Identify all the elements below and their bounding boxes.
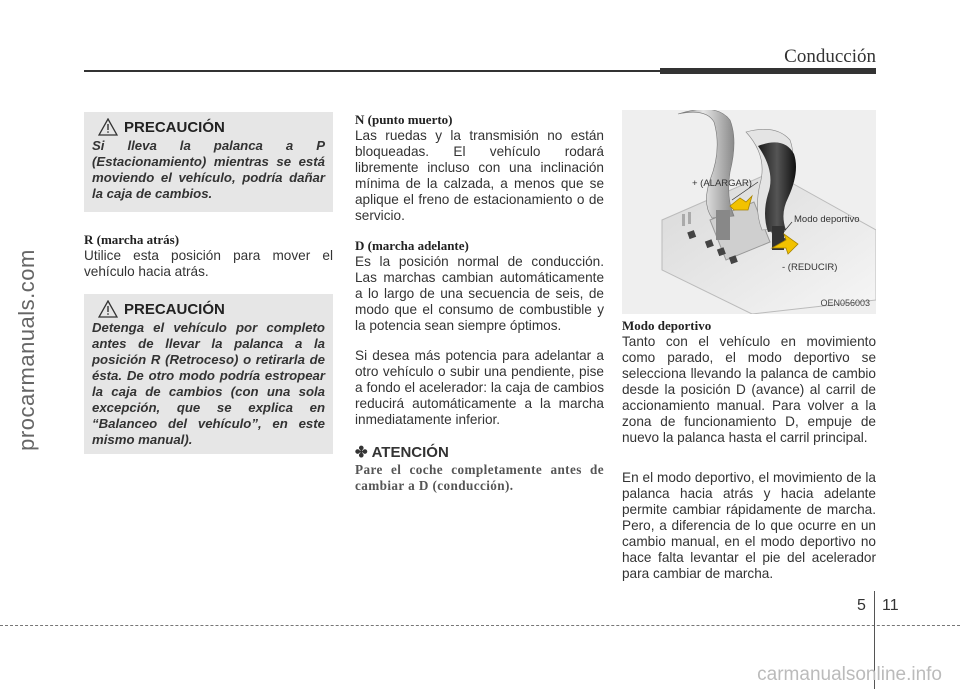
side-watermark: [10, 160, 44, 540]
caution-text: Si lleva la palanca a P (Estacionamiento) mientras se está moviendo el vehículo, podría dañar la caja de cambios.: [92, 138, 325, 201]
attention-heading: [355, 443, 449, 461]
section-text-sport-detail: En el modo deportivo, el movimiento de la palanca hacia atrás y hacia adelante permite cambiar rápidamente de marcha. Pero, a diferencia de lo que ocurre en un cambio manual, en el modo deportivo no hace falta levantar el pie del acelerador para cambiar de marcha.: [622, 470, 876, 581]
header-rule-accent: [660, 68, 876, 74]
section-heading-reverse: R (marcha atrás): [84, 232, 180, 247]
gear-shifter-illustration: [622, 110, 876, 314]
section-text-reverse: Utilice esta posición para mover el vehículo hacia atrás.: [84, 248, 333, 279]
section-text-sport: Tanto con el vehículo en movimiento como parado, el modo deportivo se selecciona llevando la palanca de cambio desde la posición D (avance) al carril de accionamiento manual. Para volver a la zona de funcionamiento D, empuje de nuevo la palanca hasta el carril principal.: [622, 334, 876, 445]
chapter-number: 5: [857, 597, 866, 614]
figure-code: OEN056003: [820, 298, 870, 308]
side-watermark-text: procarmanuals.com: [14, 249, 39, 451]
warning-icon: [98, 118, 118, 136]
caution-title: PRECAUCIÓN: [124, 300, 225, 318]
attention-icon: ✤: [355, 444, 368, 461]
footer-dashed-line: [0, 625, 960, 626]
header-rule: [84, 70, 660, 72]
caution-text: Detenga el vehículo por completo antes de llevar la palanca a la posición R (Retroceso) o retirarla de ésta. De otro modo podría estropear la caja de cambios (con una sola excepción, que se explica en “Balanceo del vehículo”, en este mismo manual).: [92, 320, 325, 447]
label-upshift: + (ALARGAR): [692, 178, 752, 189]
section-text-kickdown: Si desea más potencia para adelantar a otro vehículo o subir una pendiente, pise a fondo el acelerador: la caja de cambios reducirá automáticamente a la marcha inmediatamente inferior.: [355, 348, 604, 427]
page-number: 11: [882, 597, 899, 614]
section-heading-drive: D (marcha adelante): [355, 238, 469, 253]
section-heading-neutral: N (punto muerto): [355, 112, 453, 127]
warning-icon: [98, 300, 118, 318]
attention-title: ATENCIÓN: [371, 443, 449, 461]
bottom-watermark: carmanualsonline.info: [757, 664, 942, 685]
caution-title: PRECAUCIÓN: [124, 118, 225, 136]
section-text-neutral: Las ruedas y la transmisión no están bloqueadas. El vehículo rodará libremente incluso con una inclinación mínima de la calzada, a menos que se aplique el freno de estacionamiento o de servicio.: [355, 128, 604, 223]
label-sport-mode: Modo deportivo: [794, 214, 860, 225]
page-title: Conducción: [784, 46, 876, 67]
attention-text: Pare el coche completamente antes de cambiar a D (conducción).: [355, 462, 604, 493]
gear-shifter-drawing: [622, 110, 876, 314]
caution-box-park: [84, 112, 333, 212]
section-text-drive: Es la posición normal de conducción. Las marchas cambian automáticamente a lo largo de una secuencia de seis, de modo que el consumo de combustible y la potencia sean siempre óptimos.: [355, 254, 604, 333]
section-heading-sport: Modo deportivo: [622, 318, 712, 333]
caution-box-reverse: [84, 294, 333, 454]
label-downshift: - (REDUCIR): [782, 262, 838, 273]
